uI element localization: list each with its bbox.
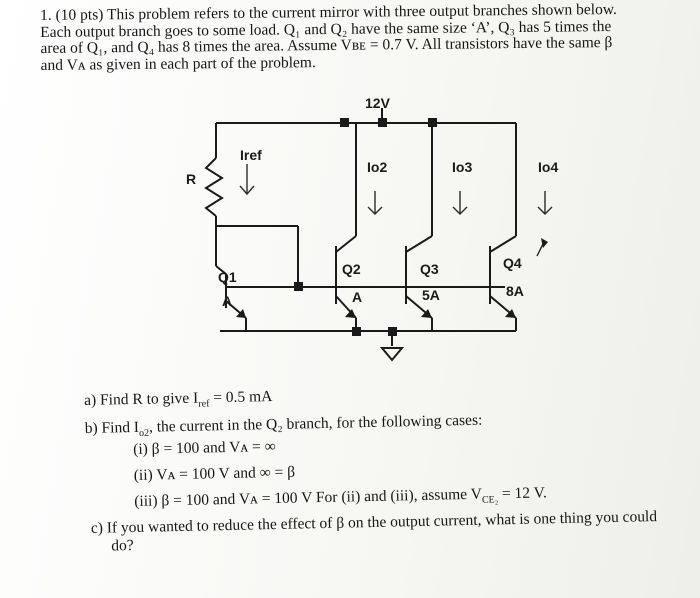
q3-size: 5A bbox=[422, 287, 440, 303]
problem-statement bbox=[40, 1, 681, 74]
problem-line-2: Each output branch goes to some load. Q₁ and Q₂ have the same size ‘A’, Q₃ has 5 times the bbox=[40, 17, 612, 41]
supply-label: 12V bbox=[365, 96, 390, 111]
question-b: b) Find $I_{o2}$, the current in the Q₂ branch, for the following cases: bbox=[84, 411, 483, 439]
q3-label: Q3 bbox=[420, 261, 439, 277]
question-b-ii: (ii) Vᴀ = 100 V and ∞ = β bbox=[133, 463, 296, 484]
resistor-label: R bbox=[186, 171, 197, 187]
io2-label: Io2 bbox=[367, 159, 388, 175]
current-mirror-circuit bbox=[160, 96, 580, 376]
q1-size: A bbox=[222, 293, 233, 309]
problem-line-1: 1. (10 pts) This problem refers to the current mirror with three output branches shown below. bbox=[39, 0, 617, 24]
iref-label: Iref bbox=[240, 147, 262, 163]
question-list bbox=[84, 379, 684, 555]
question-b-i: (i) β = 100 and Vᴀ = ∞ bbox=[133, 437, 276, 458]
question-c-continued: do? bbox=[111, 536, 134, 555]
problem-line-3: area of Q₁, and Q₄ has 8 times the area. Assume Vʙᴇ = 0.7 V. All transistors have the same β bbox=[40, 34, 613, 58]
q4-label: Q4 bbox=[503, 255, 522, 271]
io4-label: Io4 bbox=[538, 159, 559, 175]
problem-line-4: and Vᴀ as given in each part of the problem. bbox=[40, 53, 316, 74]
q2-size: A bbox=[352, 289, 363, 305]
question-c: c) If you wanted to reduce the effect of β on the output current, what is one thing you could bbox=[90, 508, 658, 537]
ground-icon bbox=[382, 348, 402, 360]
question-a: a) Find R to give $I_{ref} = 0.5$ mA bbox=[84, 388, 273, 410]
io3-label: Io3 bbox=[452, 159, 473, 175]
resistor-r bbox=[206, 158, 222, 216]
question-b-iii: (iii) β = 100 and Vᴀ = 100 V For (ii) and (iii), assume $V_{CE_2} = 12$ V. bbox=[134, 484, 547, 510]
q1-label: Q1 bbox=[218, 269, 237, 285]
q4-size: 8A bbox=[506, 283, 524, 299]
q2-label: Q2 bbox=[342, 261, 361, 277]
